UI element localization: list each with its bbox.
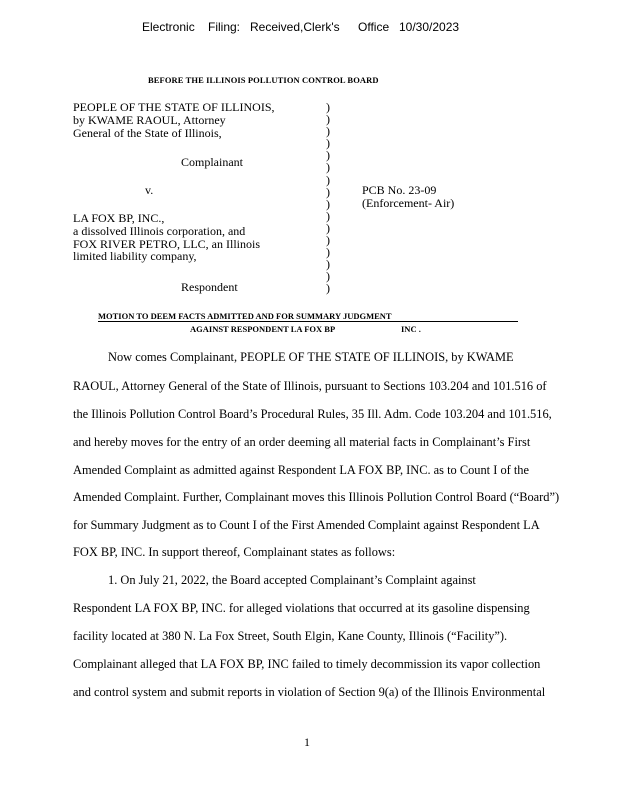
paren: ): [326, 160, 330, 175]
body-line: facility located at 380 N. La Fox Street, South Elgin, Kane County, Illinois (“Facility”).: [73, 629, 508, 643]
respondent-line: a dissolved Illinois corporation, and: [73, 223, 246, 238]
respondent-line: limited liability company,: [73, 249, 197, 264]
body-line: FOX BP, INC. In support thereof, Complainant states as follows:: [73, 545, 396, 559]
respondent-line: LA FOX BP, INC.,: [73, 211, 165, 225]
motion-title-line1: MOTION TO DEEM FACTS ADMITTED AND FOR SUMMARY JUDGMENT: [98, 311, 392, 321]
motion-title-inc: INC .: [401, 324, 421, 334]
body-line: Complainant alleged that LA FOX BP, INC failed to timely decommission its vapor collection: [73, 657, 541, 671]
versus-label: v.: [145, 183, 154, 197]
paren: ): [326, 233, 330, 248]
respondent-line: FOX RIVER PETRO, LLC, an Illinois: [73, 236, 261, 251]
stamp-filing: Filing:: [208, 20, 241, 34]
paren: ): [326, 245, 330, 260]
page-number: 1: [304, 735, 310, 749]
stamp-electronic: Electronic: [142, 20, 195, 34]
motion-title-underline: [98, 321, 518, 322]
paren: ): [326, 208, 330, 223]
paren: ): [326, 136, 330, 151]
paren: ): [326, 257, 330, 272]
body-line: 1. On July 21, 2022, the Board accepted Complainant’s Complaint against: [108, 573, 476, 587]
body-line: and hereby moves for the entry of an order deeming all material facts in Complainant’s First: [73, 435, 531, 449]
stamp-received: Received,Clerk's: [250, 20, 340, 34]
motion-title-line2: AGAINST RESPONDENT LA FOX BP: [190, 324, 336, 334]
body-line: the Illinois Pollution Control Board’s Procedural Rules, 35 Ill. Adm. Code 103.204 and 101.516,: [73, 407, 552, 421]
body-line: Amended Complaint. Further, Complainant moves this Illinois Pollution Control Board (“Board”): [73, 490, 560, 504]
respondent-label: Respondent: [181, 280, 238, 294]
respondent-block: [73, 212, 260, 263]
paren: ): [326, 148, 330, 163]
paren: ): [326, 196, 330, 211]
plaintiff-line: General of the State of Illinois,: [73, 125, 222, 140]
plaintiff-block: [73, 101, 275, 139]
board-heading: BEFORE THE ILLINOIS POLLUTION CONTROL BOARD: [148, 75, 379, 85]
plaintiff-line: PEOPLE OF THE STATE OF ILLINOIS,: [73, 100, 275, 114]
paren: ): [326, 269, 330, 284]
case-type: (Enforcement- Air): [362, 196, 455, 210]
caption-parentheses: [326, 101, 330, 295]
body-line: for Summary Judgment as to Count I of the First Amended Complaint against Respondent LA: [73, 518, 540, 532]
body-line: Amended Complaint as admitted against Respondent LA FOX BP, INC. as to Count I of the: [73, 463, 530, 477]
body-line: Now comes Complainant, PEOPLE OF THE STATE OF ILLINOIS, by KWAME: [108, 350, 514, 364]
body-line: RAOUL, Attorney General of the State of Illinois, pursuant to Sections 103.204 and 101.516 of: [73, 379, 547, 393]
paren: ): [326, 220, 330, 235]
paren: ): [326, 172, 330, 187]
paren: ): [326, 124, 330, 139]
body-line: Respondent LA FOX BP, INC. for alleged violations that occurred at its gasoline dispensing: [73, 601, 530, 615]
paren: ): [326, 281, 330, 296]
plaintiff-line: by KWAME RAOUL, Attorney: [73, 112, 226, 127]
paren: ): [326, 100, 330, 114]
stamp-office: Office: [358, 20, 390, 34]
body-line: and control system and submit reports in violation of Section 9(a) of the Illinois Environmental: [73, 685, 546, 699]
paren: ): [326, 184, 330, 199]
complainant-label: Complainant: [181, 155, 243, 169]
paren: ): [326, 112, 330, 127]
case-number: PCB No. 23-09: [362, 183, 437, 197]
stamp-date: 10/30/2023: [399, 20, 460, 34]
